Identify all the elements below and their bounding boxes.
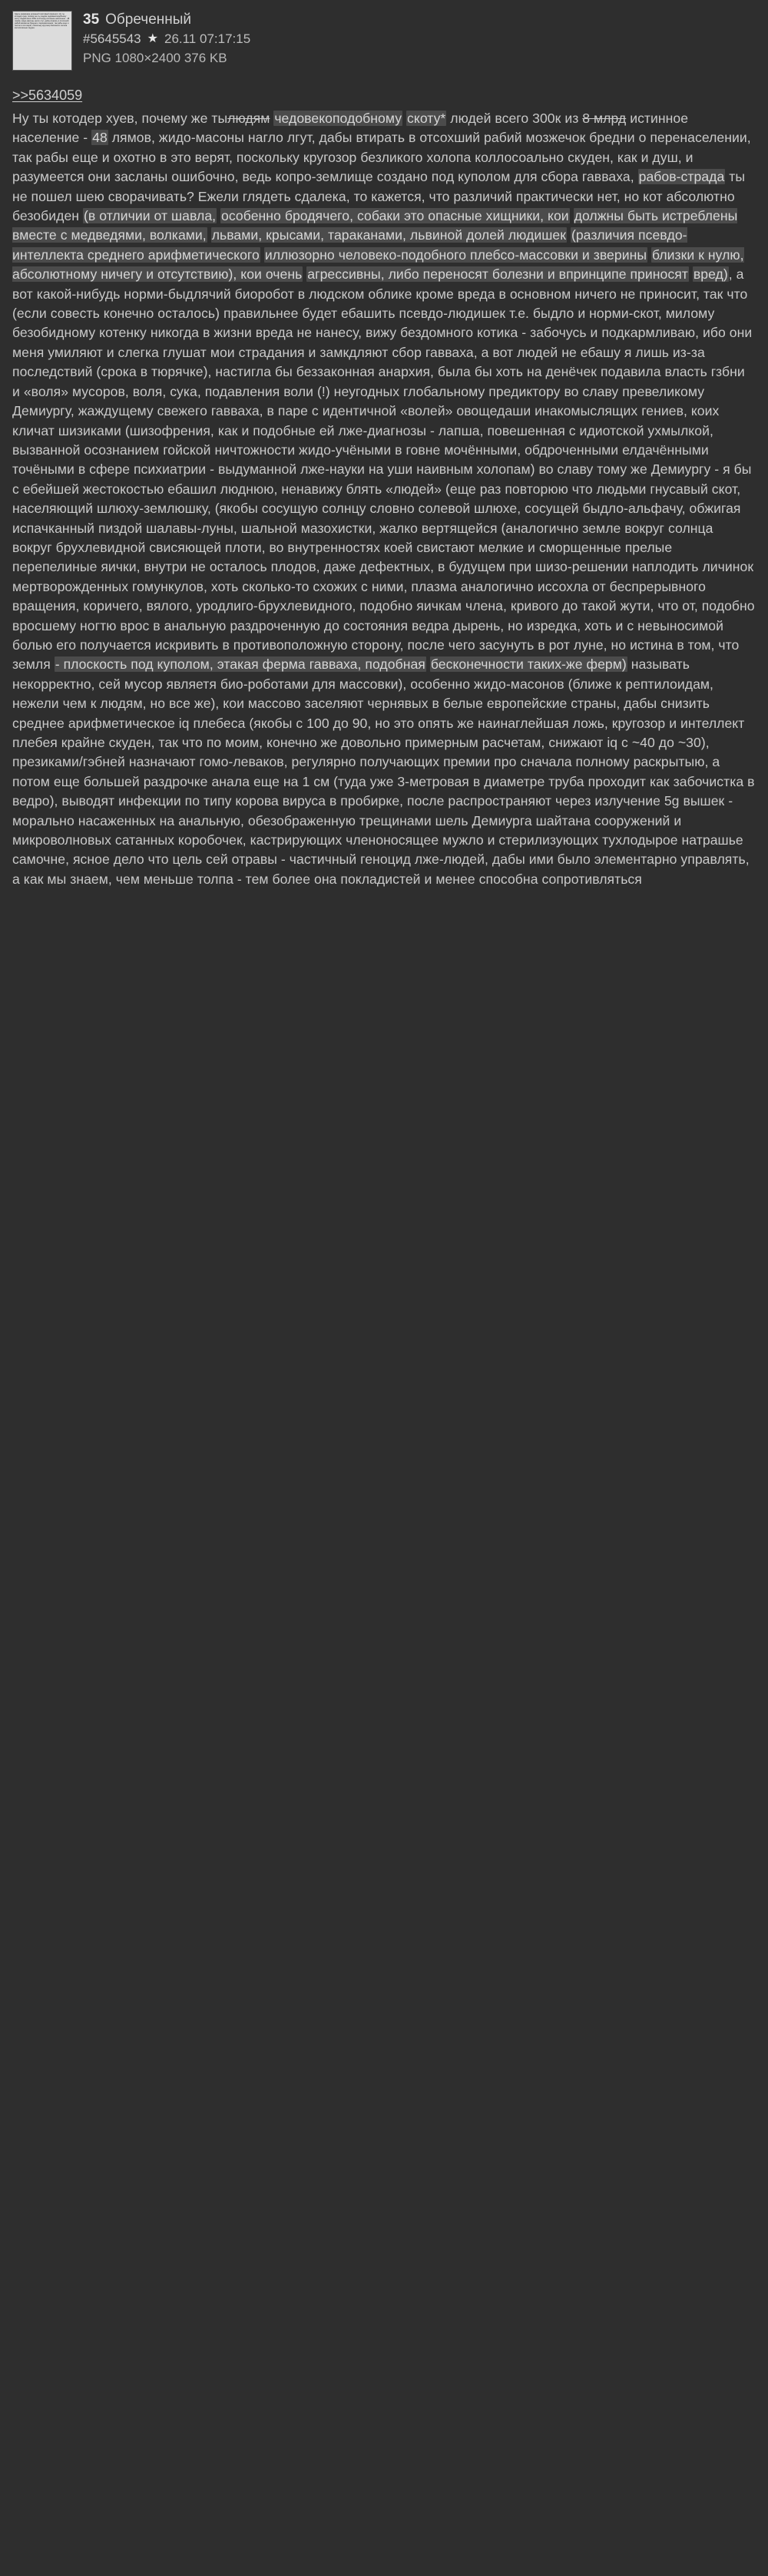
post-id-link[interactable]: #5645543 bbox=[83, 31, 141, 46]
highlighted-text: бесконечности таких-же ферм) bbox=[430, 656, 627, 673]
body-text-run: истинное население - bbox=[12, 111, 689, 146]
post-subject: Обреченный bbox=[105, 12, 192, 28]
post-title-line bbox=[83, 11, 756, 28]
quote-reply-link[interactable]: >>5634059 bbox=[12, 88, 83, 103]
body-text-run: людей всего 300к из bbox=[446, 111, 583, 126]
highlighted-text: близки к нулю, абсолютному ничегу и отсутствию), кои очень bbox=[12, 246, 744, 283]
bottom-spacer bbox=[12, 889, 756, 897]
body-text-run bbox=[570, 208, 574, 223]
post-timestamp: 26.11 07:17:15 bbox=[164, 31, 251, 46]
highlighted-text: (в отличии от шавла, bbox=[84, 208, 217, 224]
highlighted-text: вред) bbox=[693, 266, 728, 283]
post-file-info: PNG 1080×2400 376 KB bbox=[83, 51, 227, 65]
body-text-run: лямов, жидо-масоны нагло лгут, дабы втирать в отсохший рабий мозжечок бредни о перенаселении, так рабы еще и охотно в это верят, поскольку кругозор безликого холопа коллосоально скуден, как и душ, и разумеется они засланы ошибочно, ведь копро-землище создано под куполом для сбора гавваха, bbox=[12, 130, 751, 185]
highlighted-text: чедовекоподобному bbox=[274, 111, 402, 126]
struck-text: людям bbox=[227, 111, 270, 126]
body-text-run: называть некорректно, сей мусор являетя био-роботами для массовки), особенно жидо-масонов (ближе к рептилоидам, нежели чем к людям, но все же), кои массово заселяют чернявых в белые европейские страны, дабы снизить среднее арифметическое iq плебеса (якобы с 100 до 90, но это опять же наинаглейшая ложь, кругозор и интеллект плебея крайне скуден, так что по моим, конечно же довольно примерным расчетам, снижают iq с ~40 до ~30), презиками/гэбней назначают гомо-леваков, регулярно получающих премии про сначала полному раскрытыю, а потом еще большей раздрочке анала еще на 1 см (туда уже 3-метровая в диаметре труба проходит как забочистка в ведро), выводят инфекции по типу корова вируса в пробирке, после распространяют через излучение 5g вышек - морально насаженных на анальную, обезображенную трещинами шель Демиурга шайтана сооружений и микроволновых сатанных коробочек, кастрирующих членоносящее мужло и стерилизующих тухлодырое натрашье самочне, ясное дело что цель сей отравы - частичный геноцид лже-людей, дабы ими было элементарно управлять, а как мы знаем, чем меньше толпа - тем более она покладистей и менее способна сопротивляться bbox=[12, 656, 755, 887]
post-id-line bbox=[83, 31, 756, 48]
struck-text: 8 млрд bbox=[582, 111, 627, 126]
post-header bbox=[12, 11, 756, 71]
post-image-thumbnail[interactable] bbox=[12, 11, 72, 71]
highlighted-text: - плоскость под куполом, этакая ферма гавваха, подобная bbox=[55, 656, 425, 673]
star-icon[interactable]: ★ bbox=[147, 32, 158, 45]
highlighted-text: иллюзорно человеко-подобного плебсо-массовки и зверины bbox=[264, 246, 647, 263]
highlighted-text: особенно бродячего, собаки это опасные хищники, кои bbox=[221, 208, 569, 224]
highlighted-text: (различия псевдо-интеллекта среднего арифметического bbox=[12, 227, 687, 263]
highlighted-text: агрессивны, либо переносят болезни и впринципе приносят bbox=[307, 266, 688, 283]
post-index: 35 bbox=[83, 12, 100, 28]
body-text-run: Ну ты котодер хуев, почему же ты bbox=[12, 111, 228, 126]
highlighted-text: львами, крысами, тараканами, львиной долей людишек bbox=[211, 227, 566, 243]
body-text-run bbox=[207, 227, 211, 243]
thumbnail-preview-text: Здесь размещён длинный текстовый скриншот. Ну ты котодер хуев, почему же ты людям чедовекоподобному скоту людей всего 300к из 8 млрд истинное население - 48 лямов, жидо-масоны нагло лгут, дабы втирать в отсохший рабий мозжечок бредни о перенаселении, так рабы еще и охотно в это верят, поскольку кругозор безликого холопа коллосоально скуден. bbox=[15, 13, 70, 29]
highlighted-text: рабов-страда bbox=[638, 169, 725, 185]
post-body-text bbox=[12, 109, 756, 889]
highlighted-text: 48 bbox=[92, 130, 108, 146]
highlighted-text: скоту* bbox=[407, 111, 446, 126]
highlighted-text: должны быть истреблены вместе с медведями, волками, bbox=[12, 208, 738, 243]
body-text-run: ты не пошел шею сворачивать? Ежели глядеть сдалека, то кажется, что различий практически нет, но кот абсолютно безобиден bbox=[12, 169, 746, 224]
post-meta bbox=[83, 11, 756, 67]
body-text-run: , а вот какой-нибудь норми-быдлячий биоробот в людском облике кроме вреда в основном ничего не приносит, так что (если совесть конечно осталось) правильнее будет ебашить псевдо-людишек т.е. быдло и норми-скот, милому безобидному котенку никогда в жизни вреда не нанесу, вижу бездомного котика - забочусь и подкармливаю, ибо они меня умиляют и слегка глушат мои страдания и замкдляют сбор гавваха, а вот людей не ебашу я лишь из-за последствий (срока в тюрячке), настигла бы беззаконная анархия, была бы хоть на денёчек подавила власть гзбни и «воля» мусоров, воля, сука, подавления воли (!) неугодных глобальному предиктору во славу превеликому Демиургу, жаждущему свежего гавваха, в паре с идентичной «волей» овощедаши инакомыслящих гениев, коих кличат шизиками (шизофрения, как и подобные ей лже-диагнозы - лапша, повешенная с идиотской ухмылкой, вызванной осознанием гойской ничтожности жидо-учёными в говне мочёнными, обдроченными елдачёнными точёными в сфере психиатрии - выдуманной лже-науки на уши наивным холопам) во славу тому же Демиургу - я бы с ебейшей жестокостью ебашил люднюю, ненавижу блять «людей» (еще раз повторюю что людьми гнусавый скот, населяющий шлюху-землюшку, (якобы сосущую солнцу словно солевой шлюхе, сосущей быдло-альфачу, обжигая испачканный пиздой шалавы-луны, шальной мазохистки, жалко вертящейся (аналогично земле вокруг солнца вокруг брухлевидной свисяющей плоти, во внутренностях коей свистают мелкие и сморщенные прелые перепелиные яички, внутри не осталось плодов, даже дефектных, в будущем при шизо-решении наплодить личинок мертворожденных гомункулов, хоть сколько-то схожих с ними, плазма аналогично иссохла от беспрерывного вращения, коричего, вялого, уродлиго-брухлевидного, подобно яичкам члена, кривого до такой жути, что от, подобно вросшему ногтю врос в анальную раздроченную до состояния ведра дырень, но изредка, хоть и с невыносимой болью его получается искривить в противоположную сторону, после чего засунуть в рот луне, но истина в том, что земля bbox=[12, 266, 755, 673]
